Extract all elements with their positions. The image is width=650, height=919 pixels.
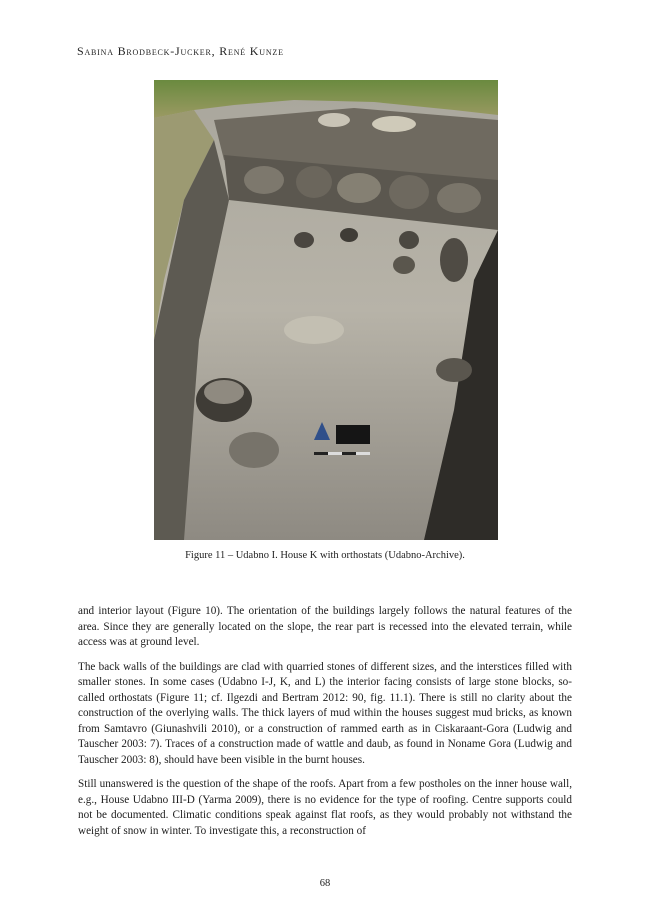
body-text (78, 604, 572, 848)
figure-caption: Figure 11 – Udabno I. House K with orthostats (Udabno-Archive). (185, 550, 465, 561)
running-head: Sabina Brodbeck-Jucker, René Kunze (77, 44, 284, 58)
paragraph: The back walls of the buildings are clad with quarried stones of different sizes, and the interstices filled with smaller stones. In some cases (Udabno I-J, K, and L) the interior facing consists of large stone blocks, so-called orthostats (Figure 11; cf. Ilgezdi and Bertram 2012: 90, fig. 11.1). There is still no clarity about the construction of the overlying walls. The thick layers of mud within the houses suggest mud bricks, as known from Samtavro (Giunashvili 2010), or a construction of rammed earth as in Ciskaraant-Gora (Ludwig and Tauscher 2003: 7). Traces of a construction made of wattle and daub, as found in Noname Gora (Ludwig and Tauscher 2003: 8), should have been visible in the burnt houses. (78, 660, 572, 766)
page-number: 68 (319, 878, 331, 889)
paragraph: and interior layout (Figure 10). The orientation of the buildings largely follows the natural features of the area. Since they are generally located on the slope, the rear part is recessed into the elevated terrain, while access was at ground level. (78, 605, 572, 648)
paragraph: Still unanswered is the question of the shape of the roofs. Apart from a few postholes on the inner house wall, e.g., House Udabno III-D (Yarma 2009), there is no evidence for the type of roofing. Centre supports could not be documented. Climatic conditions speak against flat roofs, as they would probably not withstand the weight of snow in winter. To investigate this, a reconstruction of (78, 778, 572, 837)
excavation-photo (154, 80, 498, 540)
